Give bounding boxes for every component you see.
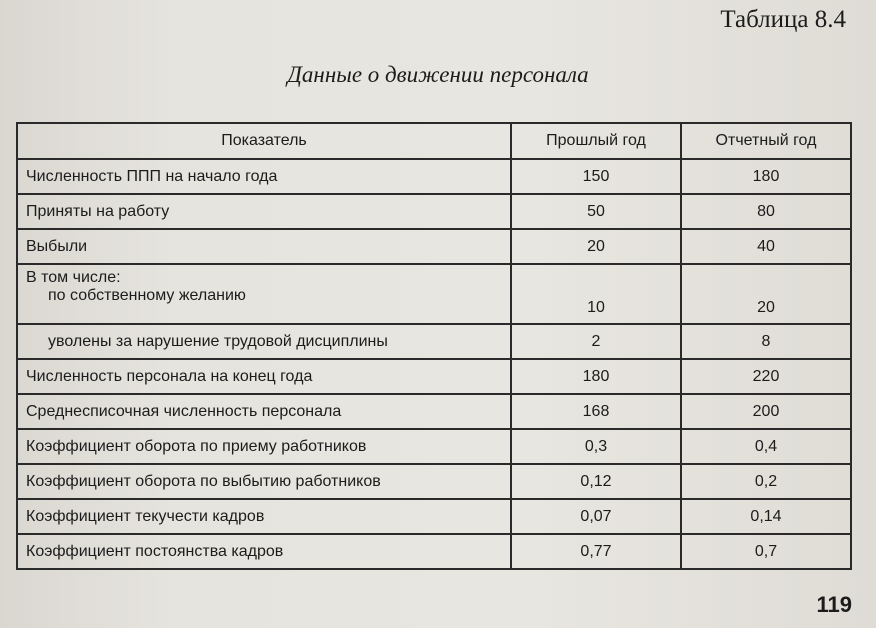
row-label-text: уволены за нарушение трудовой дисциплины: [48, 332, 388, 350]
table-row: [17, 194, 851, 229]
value-last-year: 0,12: [511, 464, 681, 499]
value-report-year: 0,2: [681, 464, 851, 499]
row-label: Приняты на работу: [17, 194, 511, 229]
value-report-year: 0,7: [681, 534, 851, 569]
value-report-year: 20: [681, 264, 851, 324]
page-number: 119: [816, 592, 852, 617]
table-row: [17, 534, 851, 569]
table-row: [17, 499, 851, 534]
value-last-year: 0,77: [511, 534, 681, 569]
row-label: [17, 324, 511, 359]
value-report-year: 80: [681, 194, 851, 229]
table-row: [17, 324, 851, 359]
row-label: Коэффициент оборота по приему работников: [17, 429, 511, 464]
value-report-year: 0,4: [681, 429, 851, 464]
row-label: Численность персонала на конец года: [17, 359, 511, 394]
table-row: [17, 264, 851, 324]
value-last-year: 2: [511, 324, 681, 359]
table-row: [17, 159, 851, 194]
personnel-movement-table: [16, 122, 852, 570]
table-row: [17, 359, 851, 394]
value-last-year: 10: [511, 264, 681, 324]
header-row: [17, 123, 851, 159]
row-label: Коэффициент оборота по выбытию работников: [17, 464, 511, 499]
table-number-label: Таблица 8.4: [720, 6, 846, 33]
row-label: Численность ППП на начало года: [17, 159, 511, 194]
header-last-year: Прошлый год: [511, 123, 681, 159]
value-last-year: 150: [511, 159, 681, 194]
table-row: [17, 429, 851, 464]
value-report-year: 200: [681, 394, 851, 429]
value-report-year: 8: [681, 324, 851, 359]
value-last-year: 20: [511, 229, 681, 264]
header-indicator: Показатель: [17, 123, 511, 159]
row-label-group: [17, 264, 511, 324]
row-label: Выбыли: [17, 229, 511, 264]
row-label: Среднесписочная численность персонала: [17, 394, 511, 429]
value-last-year: 50: [511, 194, 681, 229]
header-report-year: Отчетный год: [681, 123, 851, 159]
value-last-year: 168: [511, 394, 681, 429]
value-report-year: 180: [681, 159, 851, 194]
value-last-year: 0,3: [511, 429, 681, 464]
value-report-year: 0,14: [681, 499, 851, 534]
table-title: Данные о движении персонала: [287, 62, 589, 87]
group-label: В том числе:: [26, 269, 121, 286]
row-label: Коэффициент постоянства кадров: [17, 534, 511, 569]
row-label: Коэффициент текучести кадров: [17, 499, 511, 534]
value-report-year: 40: [681, 229, 851, 264]
table-row: [17, 229, 851, 264]
value-last-year: 180: [511, 359, 681, 394]
row-label: по собственному желанию: [48, 287, 246, 304]
value-report-year: 220: [681, 359, 851, 394]
table-row: [17, 464, 851, 499]
value-last-year: 0,07: [511, 499, 681, 534]
table-row: [17, 394, 851, 429]
